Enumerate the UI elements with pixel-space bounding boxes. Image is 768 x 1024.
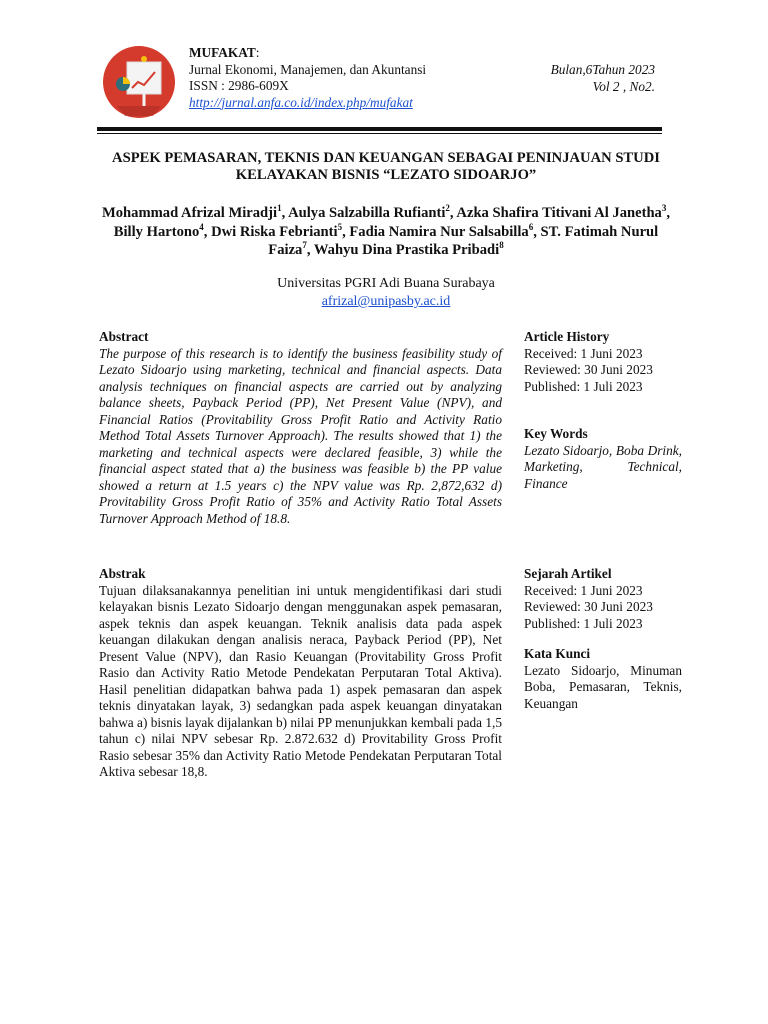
- header-divider-thin: [97, 133, 662, 134]
- issue-volume: Vol 2 , No2.: [592, 78, 655, 94]
- abstract-en-heading: Abstract: [99, 329, 149, 344]
- sejarah-artikel-published: Published: 1 Juli 2023: [524, 615, 643, 631]
- author-name: Dwi Riska Febrianti: [211, 223, 338, 240]
- abstract-en-text: The purpose of this research is to identify the business feasibility study of Lezato Sidoarjo using marketing, technical and financial aspects. Data analysis techniques on financial aspects are carried out by analyzing balance sheets, Payback Period (PP), Net Present Value (NPV), and Financial Ratios (Provitability Gross Profit Ratio and Activity Ratio Method Total Assets Turnover Approach). The results showed that 1) the marketing and technical aspects were declared feasible, 3) while the financial aspect stated that a) the business was feasible b) the PP value showed a return at 1.5 years c) the NPV value was Rp. 2,872,632 d) Provitability Gross Profit Ratio of 35% and Activity Ratio Total Assets Turnover Approach Method of 18.8.: [99, 345, 502, 526]
- author-email-link[interactable]: afrizal@unipasby.ac.id: [321, 294, 451, 309]
- article-history-heading: Article History: [524, 329, 610, 344]
- journal-url-link[interactable]: http://jurnal.anfa.co.id/index.php/mufakat: [189, 94, 413, 110]
- article-history-received: Received: 1 Juni 2023: [524, 345, 643, 361]
- article-history-published: Published: 1 Juli 2023: [524, 378, 643, 394]
- author-affiliation-number: 6: [528, 221, 534, 232]
- journal-issn: ISSN : 2986-609X: [189, 78, 289, 93]
- author-name: Aulya Salzabilla Rufianti: [288, 205, 446, 221]
- kata-kunci: [524, 646, 682, 712]
- keywords-en: [524, 426, 682, 492]
- abstract-en: [99, 329, 502, 527]
- issue-date: Bulan,6Tahun 2023: [550, 62, 655, 77]
- author-affiliation-number: 3: [661, 203, 667, 214]
- abstract-id: [99, 566, 502, 781]
- kata-kunci-text: Lezato Sidoarjo, Minuman Boba, Pemasaran, Teknis, Keuangan: [524, 662, 682, 711]
- header-divider-thick: [97, 127, 662, 131]
- author-name: Azka Shafira Titivani Al Janetha: [456, 205, 662, 221]
- keywords-en-heading: Key Words: [524, 426, 588, 441]
- issue-info: [551, 62, 655, 95]
- journal-info: MUFAKAT: Jurnal Ekonomi, Manajemen, dan Akuntansi ISSN : 2986-609X http://jurnal.anfa.co.id/index.php/mufakat: [189, 45, 427, 110]
- sejarah-artikel-reviewed: Reviewed: 30 Juni 2023: [524, 599, 653, 614]
- article-history: [524, 329, 682, 395]
- author-name: Billy Hartono: [113, 223, 200, 240]
- kata-kunci-heading: Kata Kunci: [524, 646, 591, 661]
- keywords-en-text: Lezato Sidoarjo, Boba Drink, Marketing, Technical, Finance: [524, 442, 682, 491]
- journal-logo-icon: [103, 46, 175, 118]
- article-history-reviewed: Reviewed: 30 Juni 2023: [524, 362, 653, 377]
- paper-title: ASPEK PEMASARAN, TEKNIS DAN KEUANGAN SEBAGAI PENINJAUAN STUDI KELAYAKAN BISNIS “LEZATO SIDOARJO”: [112, 150, 660, 183]
- affiliation-block: [97, 275, 675, 311]
- journal-subtitle: Jurnal Ekonomi, Manajemen, dan Akuntansi: [189, 61, 427, 77]
- sejarah-artikel: [524, 566, 682, 632]
- author-name: Fadia Namira Nur Salsabilla: [349, 223, 529, 240]
- author-affiliation-number: 8: [499, 240, 504, 251]
- author-affiliation-number: 2: [445, 203, 450, 214]
- author-name: Mohammad Afrizal Miradji: [101, 205, 278, 221]
- author-affiliation-number: 7: [302, 240, 307, 251]
- sejarah-artikel-received: Received: 1 Juni 2023: [524, 582, 643, 598]
- author-affiliation-number: 5: [337, 221, 343, 232]
- journal-name: MUFAKAT: [189, 45, 256, 60]
- author-name: ST. Fatimah Nurul Faiza: [268, 223, 659, 258]
- abstract-id-text: Tujuan dilaksanakannya penelitian ini untuk mengidentifikasi dari studi kelayakan bisnis Lezato Sidoarjo dengan menggunakan aspek pemasaran, aspek teknis dan aspek keuangan. Teknik analisis data pada aspek keuangan dilakukan dengan analisis neraca, Payback Period (PP), Net Present Value (NPV), dan Rasio Keuangan (Provitability Gross Profit Rasio dan Activity Ratio Metode Pendekatan Perputaran Total Aktiva). Hasil penelitian didapatkan bahwa pada 1) aspek pemasaran dan aspek teknis dinyatakan layak, 3) sedangkan pada aspek keuangan dinyatakan bahwa a) bisnis layak dijalankan b) nilai PP menunjukkan kembali pada 1,5 tahun c) nilai NPV sebesar Rp. 2.872.632 d) Provitability Gross Profit Rasio sebesar 35% dan Activity Ratio Metode Pendekatan Perputaran Total Aktiva sebesar 18,8.: [99, 582, 502, 779]
- author-affiliation-number: 4: [199, 221, 204, 232]
- author-affiliation-number: 1: [277, 203, 282, 214]
- affiliation-name: Universitas PGRI Adi Buana Surabaya: [277, 276, 495, 291]
- author-name: Wahyu Dina Prastika Pribadi: [313, 242, 500, 258]
- sejarah-artikel-heading: Sejarah Artikel: [524, 566, 612, 581]
- author-list: Mohammad Afrizal Miradji$^1$, Aulya Salzabilla Rufianti$^2$, Azka Shafira Titivani Al Janetha$^3$, Billy Hartono$^4$, Dwi Riska Febrianti$^5$, Fadia Namira Nur Salsabilla$^6$, ST. Fatimah Nurul Faiza$^7$, Wahyu Dina Prastika Pribadi$^8$: [101, 203, 671, 258]
- abstract-id-heading: Abstrak: [99, 566, 146, 581]
